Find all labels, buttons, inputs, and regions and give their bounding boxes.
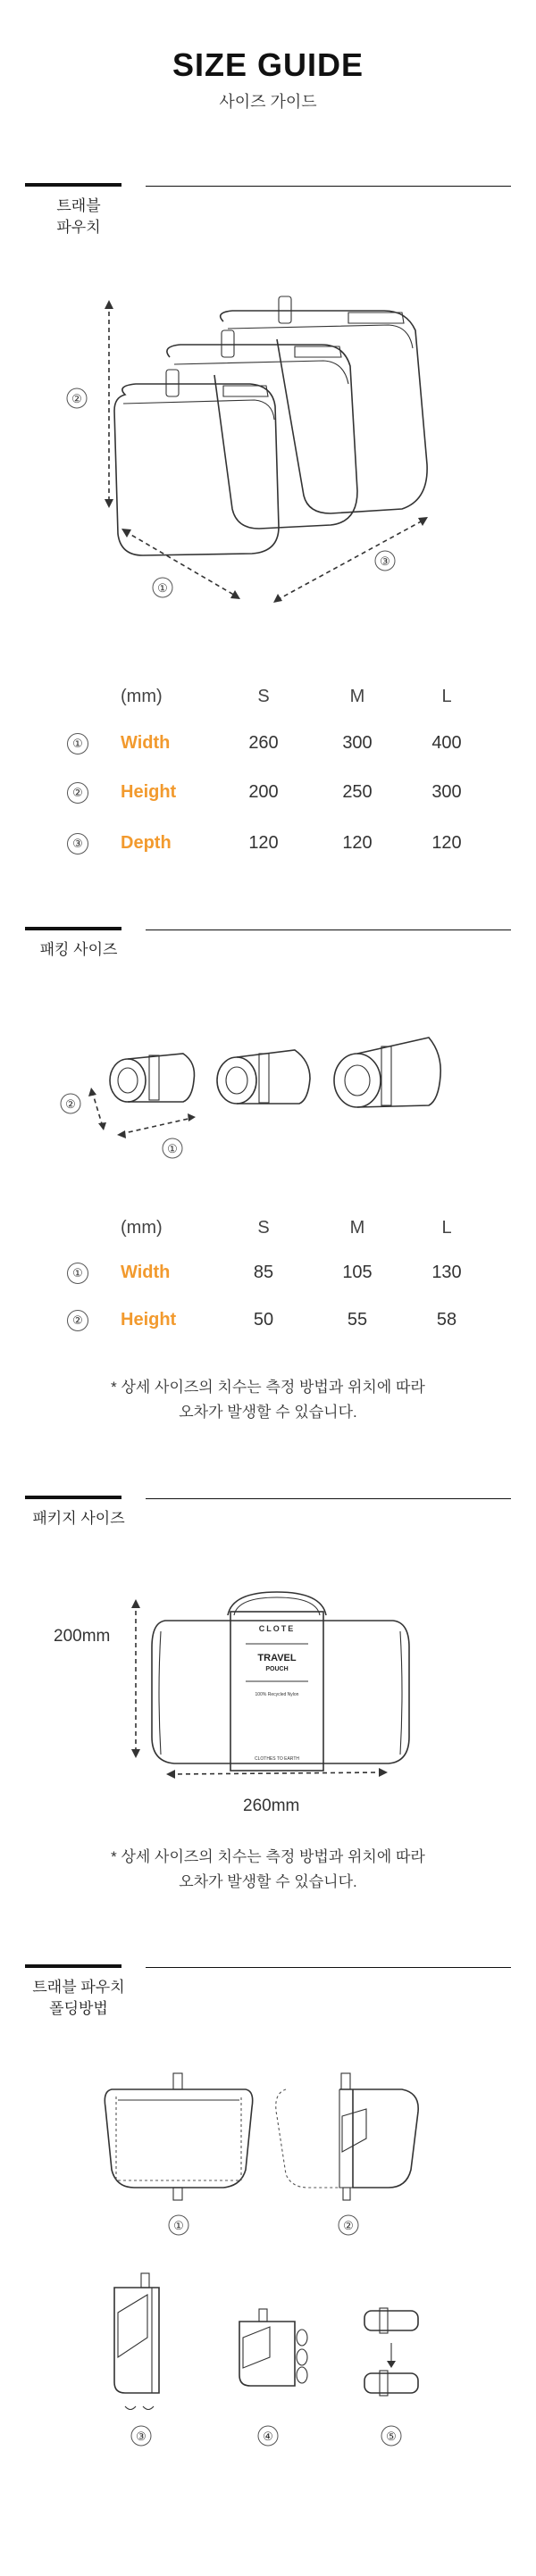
product-name: TRAVEL xyxy=(257,1653,297,1663)
table-header-row xyxy=(67,683,460,710)
package-diagram xyxy=(125,1585,429,1790)
folding-step-5 xyxy=(364,2308,418,2446)
cell-value: 50 xyxy=(253,1310,274,1330)
table-row xyxy=(67,729,460,756)
package-height-label: 200mm xyxy=(54,1627,111,1646)
section-header-package xyxy=(25,1496,511,1531)
row-marker: ③ xyxy=(67,833,88,854)
svg-text:②: ② xyxy=(71,392,82,405)
material-text: 100% Recycled Nylon xyxy=(255,1692,299,1697)
section-bar xyxy=(25,1964,121,1968)
section-divider xyxy=(146,1967,511,1968)
package-label-band xyxy=(230,1612,323,1771)
column-header: S xyxy=(257,1218,270,1238)
product-subname: POUCH xyxy=(265,1666,289,1672)
cell-value: 260 xyxy=(248,733,279,753)
package-footer-text: CLOTHES TO EARTH xyxy=(254,1756,300,1762)
section-header-packing xyxy=(25,927,511,963)
row-label: Height xyxy=(121,782,177,802)
packing-size-table xyxy=(67,1214,462,1330)
section-label: 트래블 파우치 폴딩방법 xyxy=(32,1979,125,2017)
pouch-small xyxy=(114,370,279,555)
row-marker: ① xyxy=(67,1263,88,1284)
cell-value: 120 xyxy=(248,833,279,853)
cell-value: 130 xyxy=(431,1263,462,1282)
marker-1 xyxy=(153,578,172,597)
section-header-pouch xyxy=(25,183,511,237)
cell-value: 120 xyxy=(342,833,373,853)
table-header-row xyxy=(67,1214,460,1241)
unit-label: (mm) xyxy=(121,1218,163,1238)
brand-logo: CLOTE xyxy=(258,1624,296,1633)
cell-value: 55 xyxy=(347,1310,368,1330)
width-arrow xyxy=(121,1118,192,1134)
width-arrow xyxy=(170,1772,384,1774)
pouch-size-diagram xyxy=(54,286,447,616)
section-bar xyxy=(25,1496,121,1499)
marker-2 xyxy=(67,388,87,408)
row-label: Height xyxy=(121,1310,177,1330)
page-subtitle: 사이즈 가이드 xyxy=(219,93,317,111)
row-marker: ① xyxy=(67,733,88,754)
section-divider xyxy=(146,1498,511,1499)
pouch-size-table xyxy=(67,683,460,862)
cell-value: 105 xyxy=(342,1263,373,1282)
column-header: L xyxy=(441,687,452,706)
package-width-label: 260mm xyxy=(243,1797,300,1815)
column-header: M xyxy=(349,687,365,706)
cell-value: 300 xyxy=(431,782,462,802)
rolled-pouch-medium xyxy=(217,1050,310,1104)
section-header-folding xyxy=(25,1964,511,2018)
section-divider xyxy=(146,186,511,187)
column-header: M xyxy=(349,1218,365,1238)
svg-text:①: ① xyxy=(173,2219,184,2232)
svg-text:①: ① xyxy=(167,1142,178,1155)
folding-step-2 xyxy=(276,2073,418,2235)
size-note xyxy=(0,1845,536,1895)
height-arrow xyxy=(92,1091,103,1127)
folding-step-3 xyxy=(114,2273,159,2446)
section-label: 트래블 파우치 xyxy=(56,197,101,236)
table-row xyxy=(67,829,460,856)
depth-arrow xyxy=(277,520,424,600)
svg-text:②: ② xyxy=(65,1097,76,1111)
row-label: Depth xyxy=(121,833,172,853)
folding-step-1 xyxy=(105,2073,252,2235)
section-label: 패킹 사이즈 xyxy=(39,941,118,958)
marker-3 xyxy=(375,551,395,571)
section-label: 패키지 사이즈 xyxy=(32,1510,125,1527)
note-line: 오차가 발생할 수 있습니다. xyxy=(179,1404,357,1421)
unit-label: (mm) xyxy=(121,687,163,706)
folding-step-4 xyxy=(239,2309,307,2446)
row-marker: ② xyxy=(67,1310,88,1331)
marker-1 xyxy=(163,1138,182,1158)
svg-text:④: ④ xyxy=(263,2430,273,2443)
size-note xyxy=(0,1375,536,1425)
column-header: L xyxy=(441,1218,452,1238)
row-label: Width xyxy=(121,733,171,753)
packing-size-diagram xyxy=(49,1018,460,1170)
svg-text:⑤: ⑤ xyxy=(386,2430,397,2443)
svg-text:②: ② xyxy=(343,2219,354,2232)
cell-value: 85 xyxy=(253,1263,274,1282)
cell-value: 250 xyxy=(342,782,373,802)
row-label: Width xyxy=(121,1263,171,1282)
rolled-pouch-large xyxy=(334,1038,440,1107)
cell-value: 300 xyxy=(342,733,373,753)
column-header: S xyxy=(257,687,270,706)
note-line: * 상세 사이즈의 치수는 측정 방법과 위치에 따라 xyxy=(111,1379,425,1396)
svg-text:③: ③ xyxy=(136,2430,147,2443)
table-row xyxy=(67,1306,460,1333)
table-row xyxy=(67,779,460,805)
svg-text:①: ① xyxy=(157,581,168,595)
table-row xyxy=(67,1259,460,1286)
cell-value: 400 xyxy=(431,733,462,753)
width-arrow xyxy=(125,531,237,596)
cell-value: 120 xyxy=(431,833,462,853)
marker-2 xyxy=(61,1094,80,1113)
folding-steps-diagram xyxy=(0,2054,536,2482)
pouch-large xyxy=(221,296,427,513)
svg-text:③: ③ xyxy=(380,554,390,568)
cell-value: 200 xyxy=(248,782,279,802)
row-marker: ② xyxy=(67,782,88,804)
section-bar xyxy=(25,183,121,187)
note-line: 오차가 발생할 수 있습니다. xyxy=(179,1873,357,1890)
pouch-medium xyxy=(167,330,357,529)
page-title: SIZE GUIDE xyxy=(172,46,364,83)
note-line: * 상세 사이즈의 치수는 측정 방법과 위치에 따라 xyxy=(111,1848,425,1865)
cell-value: 58 xyxy=(436,1310,457,1330)
rolled-pouch-small xyxy=(110,1054,195,1102)
section-bar xyxy=(25,927,121,930)
